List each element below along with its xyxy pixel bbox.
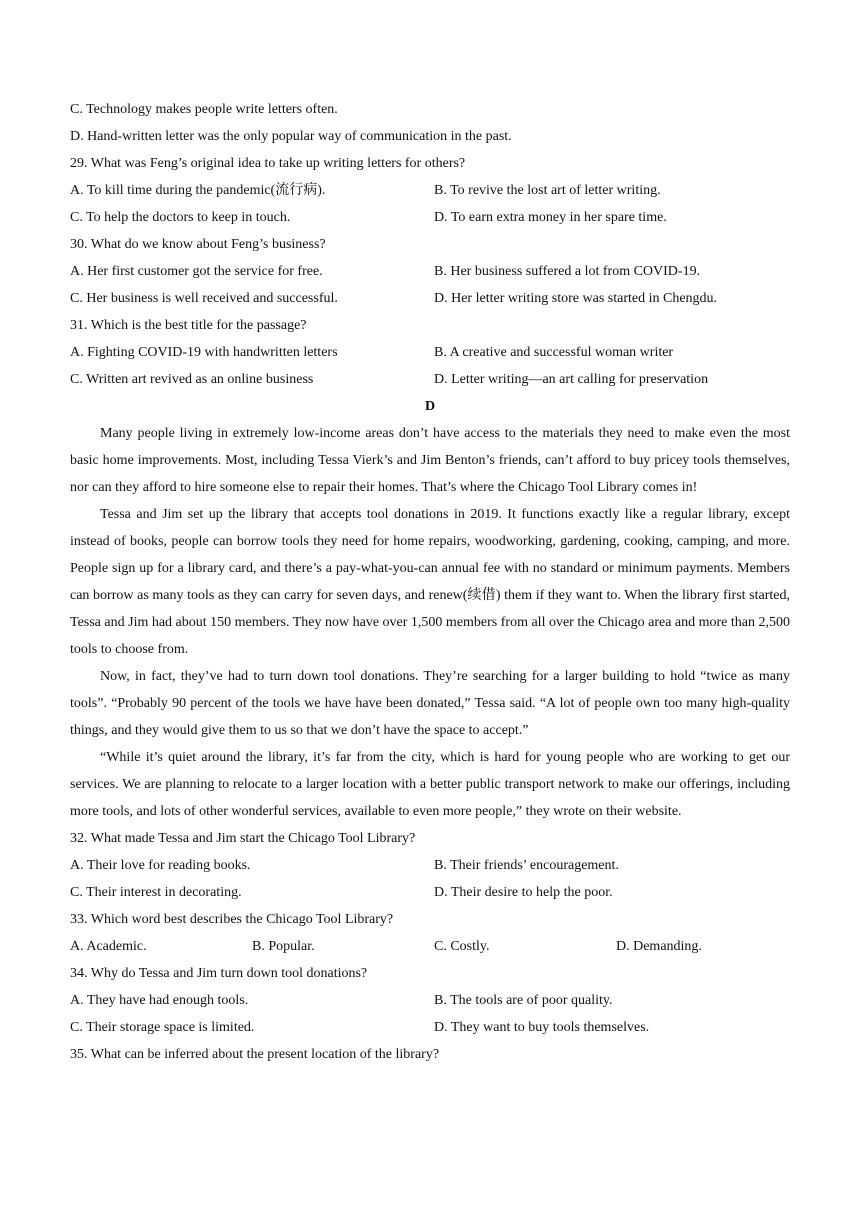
q32-options-row-1	[70, 852, 790, 879]
q30-option-d: D. Her letter writing store was started in Chengdu.	[434, 291, 718, 306]
passage-paragraph-2: Tessa and Jim set up the library that accepts tool donations in 2019. It functions exactly like a regular library, except instead of books, people can borrow tools they need for home repairs, woodworking, gardening, cooking, camping, and more. People sign up for a library card, and there’s a pay-what-you-can annual fee with no standard or minimum payments. Members can borrow as many tools as they can carry for seven days, and renew(续借) them if they want to. When the library first started, Tessa and Jim had about 150 members. They now have over 1,500 members from all over the Chicago area and more than 2,500 tools to choose from.	[70, 507, 790, 657]
q34-option-b: B. The tools are of poor quality.	[434, 993, 613, 1008]
q30-options-row-1	[70, 258, 790, 285]
q32-options-row-2	[70, 879, 790, 906]
q29-option-c: C. To help the doctors to keep in touch.	[70, 210, 291, 225]
q31-option-c: C. Written art revived as an online business	[70, 372, 314, 387]
q33-options-row	[70, 933, 790, 960]
passage-paragraph-3: Now, in fact, they’ve had to turn down tool donations. They’re searching for a larger building to hold “twice as many tools”. “Probably 90 percent of the tools we have have been donated,” Tessa said. “A lot of people own too many high-quality things, and they would give them to us so that we don’t have the space to accept.”	[70, 669, 790, 738]
q34-option-a: A. They have had enough tools.	[70, 993, 249, 1008]
q33-option-a: A. Academic.	[70, 939, 147, 954]
q33-option-b: B. Popular.	[252, 939, 315, 954]
passage-paragraph-4: “While it’s quiet around the library, it’s far from the city, which is hard for young people who are working to get our services. We are planning to relocate to a larger location with a better public transport network to make our offerings, including more tools, and lots of other wonderful services, available to even more people,” they wrote on their website.	[70, 750, 790, 819]
q29-option-b: B. To revive the lost art of letter writing.	[434, 183, 661, 198]
q29-stem: 29. What was Feng’s original idea to take up writing letters for others?	[70, 156, 466, 171]
q31-option-b: B. A creative and successful woman writer	[434, 345, 674, 360]
q33-stem: 33. Which word best describes the Chicago Tool Library?	[70, 912, 394, 927]
q32-option-b: B. Their friends’ encouragement.	[434, 858, 619, 873]
q35-stem: 35. What can be inferred about the present location of the library?	[70, 1047, 440, 1062]
q30-option-b: B. Her business suffered a lot from COVID-19.	[434, 264, 701, 279]
q32-option-c: C. Their interest in decorating.	[70, 885, 242, 900]
passage-paragraph-1: Many people living in extremely low-income areas don’t have access to the materials they need to make even the most basic home improvements. Most, including Tessa Vierk’s and Jim Benton’s friends, can’t afford to buy pricey tools themselves, nor can they afford to hire someone else to repair their homes. That’s where the Chicago Tool Library comes in!	[70, 426, 790, 495]
q30-options-row-2	[70, 285, 790, 312]
q33-option-c: C. Costly.	[434, 939, 490, 954]
q31-options-row-2	[70, 366, 790, 393]
q34-options-row-1	[70, 987, 790, 1014]
q33-option-d: D. Demanding.	[616, 939, 702, 954]
q29-option-a: A. To kill time during the pandemic(流行病).	[70, 183, 326, 198]
q28-option-c: C. Technology makes people write letters often.	[70, 102, 338, 117]
q28-option-d: D. Hand-written letter was the only popular way of communication in the past.	[70, 129, 512, 144]
q31-option-a: A. Fighting COVID-19 with handwritten letters	[70, 345, 338, 360]
q29-option-d: D. To earn extra money in her spare time.	[434, 210, 667, 225]
q30-option-a: A. Her first customer got the service for free.	[70, 264, 323, 279]
q34-options-row-2	[70, 1014, 790, 1041]
q34-option-c: C. Their storage space is limited.	[70, 1020, 255, 1035]
q30-stem: 30. What do we know about Feng’s business?	[70, 237, 326, 252]
q32-stem: 32. What made Tessa and Jim start the Chicago Tool Library?	[70, 831, 416, 846]
q29-options-row-2	[70, 204, 790, 231]
q29-options-row-1	[70, 177, 790, 204]
q31-option-d: D. Letter writing—an art calling for preservation	[434, 372, 709, 387]
q32-option-a: A. Their love for reading books.	[70, 858, 251, 873]
q32-option-d: D. Their desire to help the poor.	[434, 885, 613, 900]
q34-option-d: D. They want to buy tools themselves.	[434, 1020, 650, 1035]
q34-stem: 34. Why do Tessa and Jim turn down tool donations?	[70, 966, 368, 981]
q31-stem: 31. Which is the best title for the passage?	[70, 318, 307, 333]
q30-option-c: C. Her business is well received and successful.	[70, 291, 338, 306]
q31-options-row-1	[70, 339, 790, 366]
section-d-heading: D	[424, 399, 436, 414]
